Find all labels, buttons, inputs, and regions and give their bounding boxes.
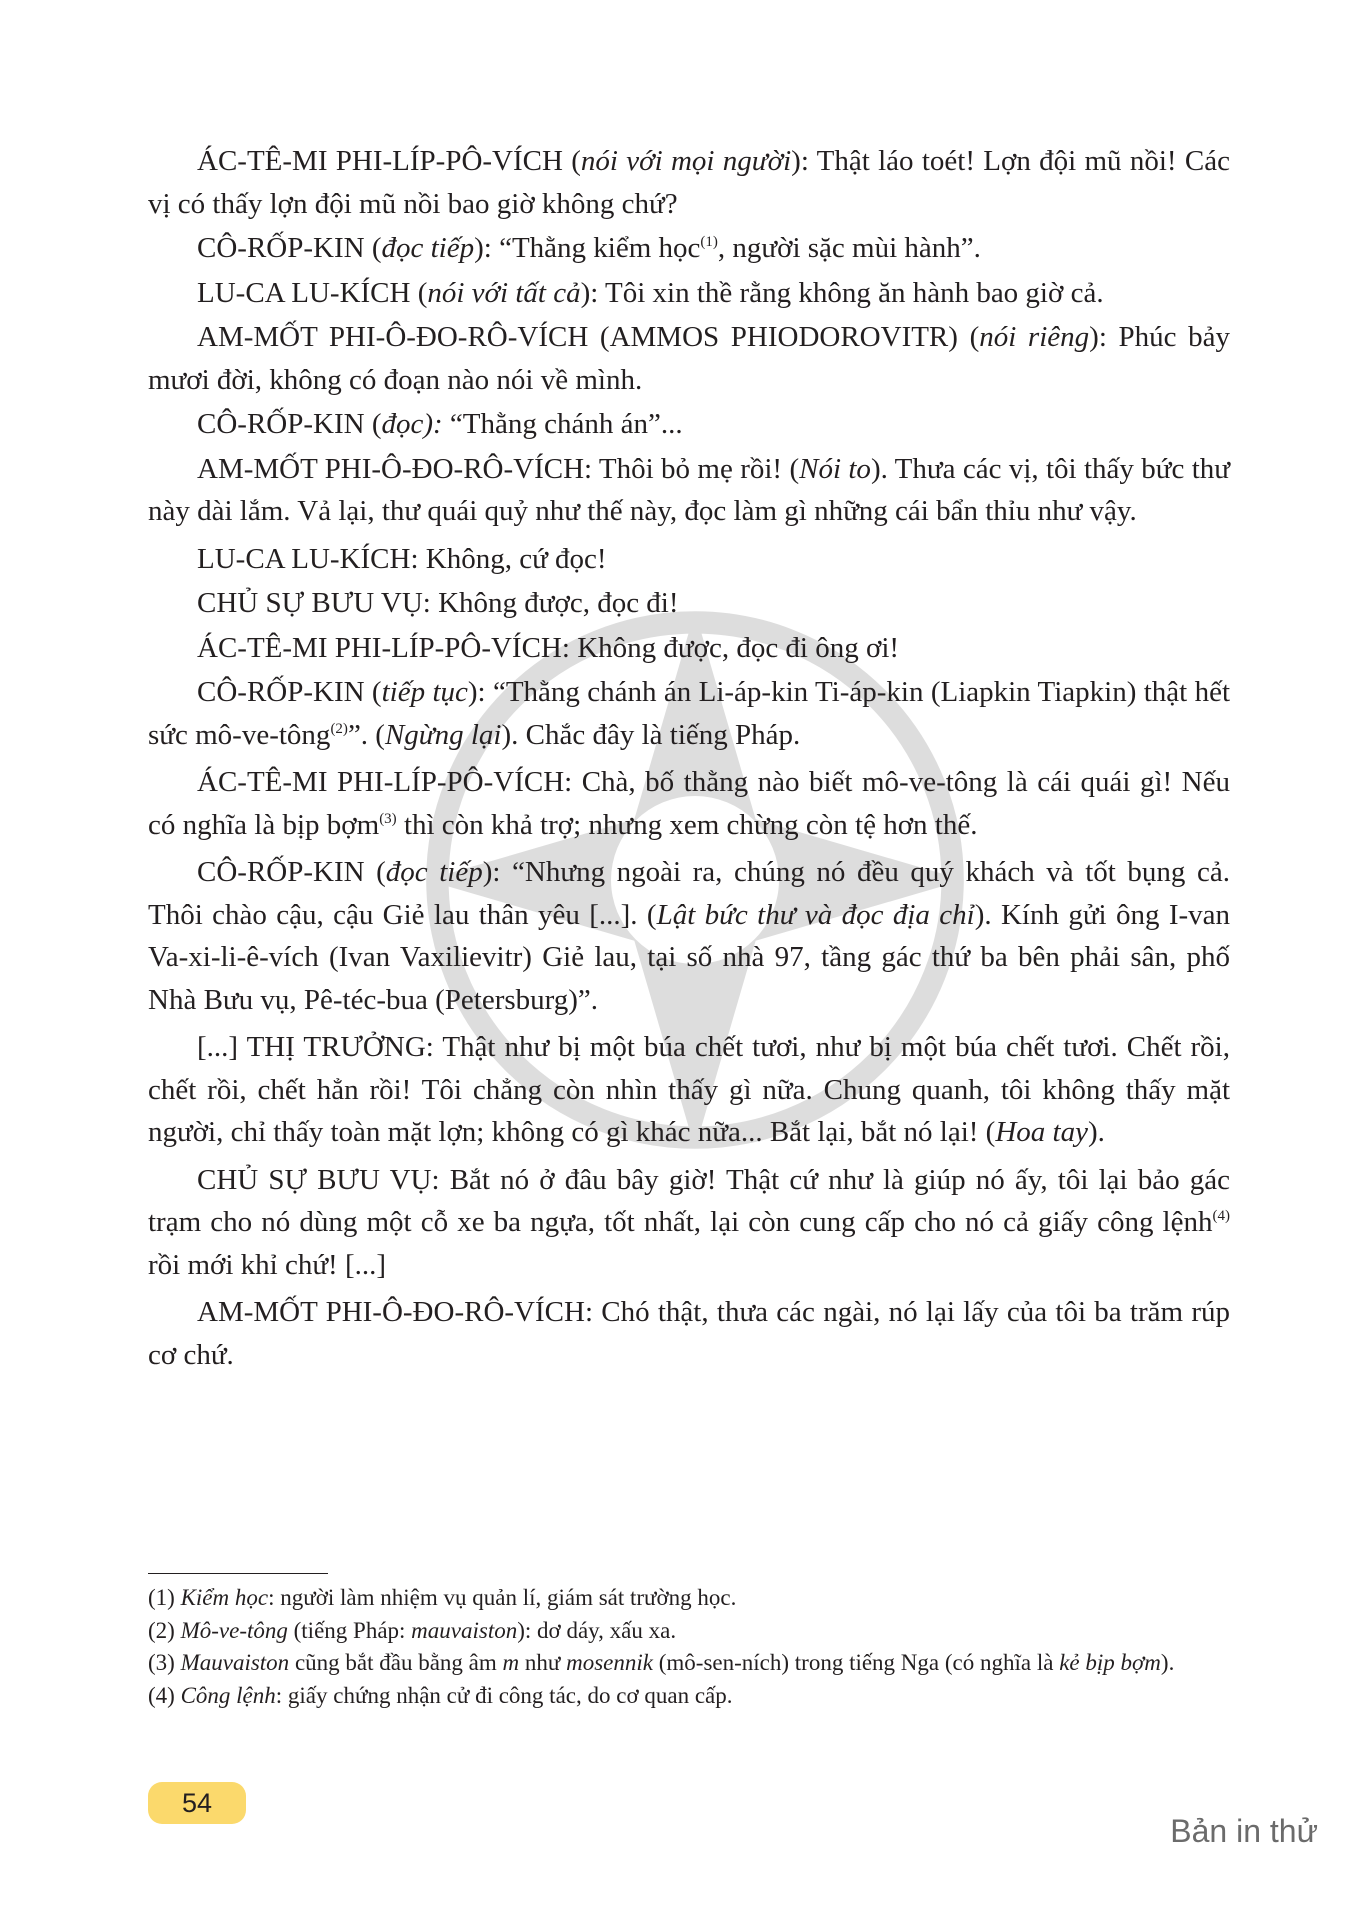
footnote-ref-4: (4): [1212, 1208, 1230, 1224]
dialogue-line-7: LU-CA LU-KÍCH: Không, cứ đọc!: [197, 542, 607, 575]
dialogue-line-13: [...] THỊ TRƯỞNG: Thật như bị một búa chết tươi, như bị một búa chết tươi. Chết rồi, chết rồi, chết hẳn rồi! Tôi chẳng còn nhìn thấy gì nữa. Chung quanh, tôi không thấy mặt người, chỉ thấy toàn mặt lợn; không có gì khác nữa... Bắt lại, bắt nó lại! (Hoa tay).: [148, 1031, 1230, 1148]
footnotes: [148, 1582, 1230, 1712]
dialogue-text: [148, 140, 1230, 1381]
dialogue-line-15: AM-MỐT PHI-Ô-ĐO-RÔ-VÍCH: Chó thật, thưa các ngài, nó lại lấy của tôi ba trăm rúp cơ chứ.: [148, 1296, 1230, 1371]
dialogue-line-6: AM-MỐT PHI-Ô-ĐO-RÔ-VÍCH: Thôi bỏ mẹ rồi! (Nói to). Thưa các vị, tôi thấy bức thư này dài lắm. Vả lại, thư quái quỷ như thế này, đọc làm gì những cái bẩn thỉu như vậy.: [148, 452, 1230, 527]
footnote-divider: [148, 1573, 328, 1574]
footnote-3: (3) Mauvaiston cũng bắt đầu bằng âm m như mosennik (mô-sen-ních) trong tiếng Nga (có nghĩa là kẻ bịp bợm).: [148, 1650, 1175, 1675]
page-number-badge: 54: [148, 1782, 246, 1824]
footnote-2: (2) Mô-ve-tông (tiếng Pháp: mauvaiston): dơ dáy, xấu xa.: [148, 1617, 677, 1643]
dialogue-line-1: ÁC-TÊ-MI PHI-LÍP-PÔ-VÍCH (nói với mọi người): Thật láo toét! Lợn đội mũ nồi! Các vị có thấy lợn đội mũ nồi bao giờ không chứ?: [148, 145, 1230, 220]
dialogue-line-3: LU-CA LU-KÍCH (nói với tất cả): Tôi xin thề rằng không ăn hành bao giờ cả.: [197, 276, 1104, 309]
dialogue-line-11: ÁC-TÊ-MI PHI-LÍP-PÔ-VÍCH: Chà, bố thằng nào biết mô-ve-tông là cái quái gì! Nếu có nghĩa là bịp bợm$^{(3)}$ thì còn khả trợ; nhưng xem chừng còn tệ hơn thế.: [148, 766, 1230, 841]
dialogue-line-2: CÔ-RỐP-KIN (đọc tiếp): “Thằng kiểm học$^{(1)}$, người sặc mùi hành”.: [197, 232, 981, 264]
footnote-ref-2: (2): [330, 720, 348, 737]
footnote-ref-3: (3): [379, 810, 397, 827]
footnote-1: (1) Kiểm học: người làm nhiệm vụ quản lí, giám sát trường học.: [148, 1585, 737, 1610]
draft-label: Bản in thử: [1170, 1813, 1318, 1849]
dialogue-line-5: CÔ-RỐP-KIN (đọc): “Thằng chánh án”...: [197, 408, 683, 440]
dialogue-line-4: AM-MỐT PHI-Ô-ĐO-RÔ-VÍCH (AMMOS PHIODOROVITR) (nói riêng): Phúc bảy mươi đời, không có đoạn nào nói về mình.: [148, 321, 1230, 396]
dialogue-line-8: CHỦ SỰ BƯU VỤ: Không được, đọc đi!: [197, 587, 679, 619]
footnote-ref-1: (1): [700, 234, 718, 250]
footnote-4: (4) Công lệnh: giấy chứng nhận cử đi công tác, do cơ quan cấp.: [148, 1682, 733, 1708]
dialogue-line-14: CHỦ SỰ BƯU VỤ: Bắt nó ở đâu bây giờ! Thật cứ như là giúp nó ấy, tôi lại bảo gác trạm cho nó dùng một cỗ xe ba ngựa, tốt nhất, lại còn cung cấp cho nó cả giấy công lệnh$^{(4)}$ rồi mới khỉ chứ! [...]: [148, 1163, 1230, 1281]
dialogue-line-9: ÁC-TÊ-MI PHI-LÍP-PÔ-VÍCH: Không được, đọc đi ông ơi!: [197, 631, 900, 664]
dialogue-line-10: CÔ-RỐP-KIN (tiếp tục): “Thằng chánh án Li-áp-kin Ti-áp-kin (Liapkin Tiapkin) thật hết sức mô-ve-tông$^{(2)}$”. (Ngừng lại). Chắc đây là tiếng Pháp.: [148, 676, 1230, 751]
dialogue-line-12: CÔ-RỐP-KIN (đọc tiếp): “Nhưng ngoài ra, chúng nó đều quý khách và tốt bụng cả. Thôi chào cậu, cậu Giẻ lau thân yêu [...]. (Lật bức thư và đọc địa chỉ). Kính gửi ông I-van Va-xi-li-ê-vích (Ivan Vaxilievitr) Giẻ lau, tại số nhà 97, tầng gác thứ ba bên phải sân, phố Nhà Bưu vụ, Pê-téc-bua (Petersburg)”.: [148, 856, 1231, 1016]
